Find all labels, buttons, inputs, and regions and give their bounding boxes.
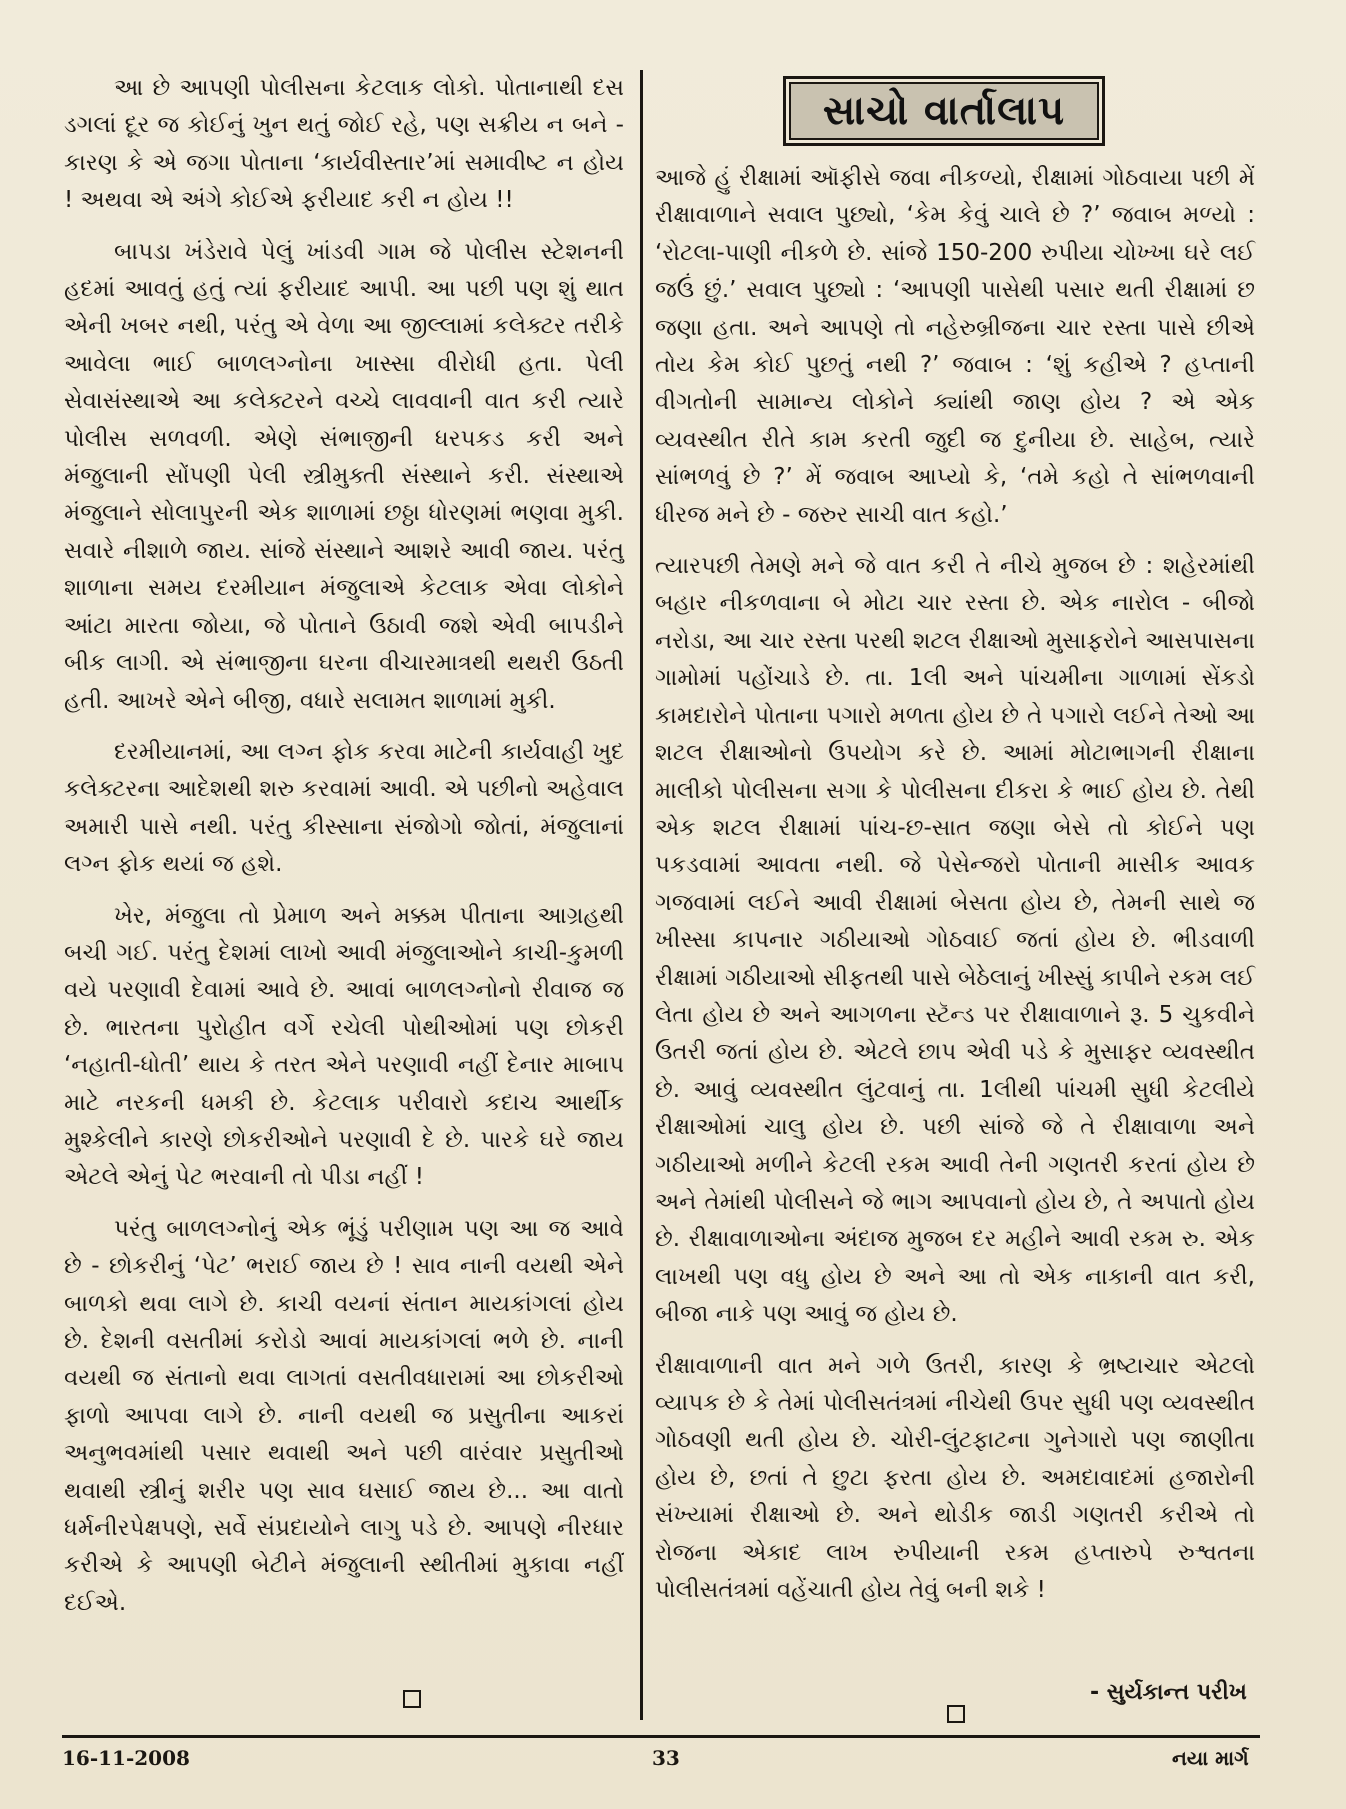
footer-date: 16-11-2008 [62,1746,190,1770]
left-column [64,70,624,1636]
article-title: સાચો વાર્તાલાપ [822,88,1066,134]
publication-name: નયા માર્ગ [1172,1746,1249,1770]
right-paragraph-2: ત્યારપછી તેમણે મને જે વાત કરી તે નીચે મુજબ છે : શહેરમાંથી બહાર નીકળવાના બે મોટા ચાર રસ્તા છે. એક નારોલ - બીજો નરોડા, આ ચાર રસ્તા પરથી શટલ રીક્ષાઓ મુસાફરોને આસપાસના ગામોમાં પહોંચાડે છે. તા. 1લી અને પાંચમીના ગાળામાં સેંકડો કામદારોને પોતાના પગારો મળતા હોય છે તે પગારો લઈને તેઓ આ શટલ રીક્ષાઓનો ઉપયોગ કરે છે. આમાં મોટાભાગની રીક્ષાના માલીકો પોલીસના સગા કે પોલીસના દીકરા કે ભાઈ હોય છે. તેથી એક શટલ રીક્ષામાં પાંચ-છ-સાત જણા બેસે તો કોઈને પણ પકડવામાં આવતા નથી. જે પેસેન્જરો પોતાની માસીક આવક ગજવામાં લઈને આવી રીક્ષામાં બેસતા હોય છે, તેમની સાથે જ ખીસ્સા કાપનાર ગઠીયાઓ ગોઠવાઈ જતાં હોય છે. ભીડવાળી રીક્ષામાં ગઠીયાઓ સીફતથી પાસે બેઠેલાનું ખીસ્સું કાપીને રકમ લઈ લેતા હોય છે અને આગળના સ્ટૅન્ડ પર રીક્ષાવાળાને રૂ. 5 ચુકવીને ઉતરી જતાં હોય છે. એટલે છાપ એવી પડે કે મુસાફર વ્યવસ્થીત છે. આવું વ્યવસ્થીત લુંટવાનું તા. 1લીથી પાંચમી સુધી કેટલીયે રીક્ષાઓમાં ચાલુ હોય છે. પછી સાંજે જે તે રીક્ષાવાળા અને ગઠીયાઓ મળીને કેટલી રકમ આવી તેની ગણતરી કરતાં હોય છે અને તેમાંથી પોલીસને જે ભાગ આપવાનો હોય છે, તે અપાતો હોય છે. રીક્ષાવાળાઓના અંદાજ મુજબ દર મહીને આવી રકમ રુ. એક લાખથી પણ વધુ હોય છે અને આ તો એક નાકાની વાત કરી, બીજા નાકે પણ આવું જ હોય છે. [655,553,1255,1328]
author-byline: - સુર્યકાન્ત પરીખ [1090,1680,1247,1705]
left-paragraph-2: બાપડા ખંડેરાવે પેલું ખાંડવી ગામ જે પોલીસ સ્ટેશનની હદમાં આવતું હતું ત્યાં ફરીયાદ આપી. આ પછી પણ શું થાત એની ખબર નથી, પરંતુ એ વેળા આ જીલ્લામાં કલેક્ટર તરીકે આવેલા ભાઈ બાળલગ્નોના ખાસ્સા વીરોધી હતા. પેલી સેવાસંસ્થાએ આ કલેક્ટરને વચ્ચે લાવવાની વાત કરી ત્યારે પોલીસ સળવળી. એણે સંભાજીની ધરપકડ કરી અને મંજુલાની સોંપણી પેલી સ્ત્રીમુક્તી સંસ્થાને કરી. સંસ્થાએ મંજુલાને સોલાપુરની એક શાળામાં છઠ્ઠા ધોરણમાં ભણવા મુકી. સવારે નીશાળે જાય. સાંજે સંસ્થાને આશરે આવી જાય. પરંતુ શાળાના સમય દરમીયાન મંજુલાએ કેટલાક એવા લોકોને આંટા મારતા જોયા, જે પોતાને ઉઠાવી જશે એવી બાપડીને બીક લાગી. એ સંભાજીના ઘરના વીચારમાત્રથી થથરી ઉઠતી હતી. આખરે એને બીજી, વધારે સલામત શાળામાં મુકી. [64,238,624,714]
footer-rule [62,1735,1260,1738]
right-paragraph-1: આજે હું રીક્ષામાં ઑફીસે જવા નીકળ્યો, રીક્ષામાં ગોઠવાયા પછી મેં રીક્ષાવાળાને સવાલ પુછ્યો, ‘કેમ કેવું ચાલે છે ?’ જવાબ મળ્યો : ‘રોટલા-પાણી નીકળે છે. સાંજે 150-200 રુપીયા ચોખ્ખા ઘરે લઈ જઉં છું.’ સવાલ પુછ્યો : ‘આપણી પાસેથી પસાર થતી રીક્ષામાં છ જણા હતા. અને આપણે તો નહેરુબ્રીજના ચાર રસ્તા પાસે છીએ તોય કેમ કોઈ પુછતું નથી ?’ જવાબ : ‘શું કહીએ ? હપ્તાની વીગતોની સામાન્ય લોકોને ક્યાંથી જાણ હોય ? એ એક વ્યવસ્થીત રીતે કામ કરતી જુદી જ દુનીયા છે. સાહેબ, ત્યારે સાંભળવું છે ?’ મેં જવાબ આપ્યો કે, ‘તમે કહો તે સાંભળવાની ધીરજ મને છે - જરુર સાચી વાત કહો.’ [655,165,1255,528]
left-paragraph-5: પરંતુ બાળલગ્નોનું એક ભૂંડું પરીણામ પણ આ જ આવે છે - છોકરીનું ‘પેટ’ ભરાઈ જાય છે ! સાવ નાની વયથી એને બાળકો થવા લાગે છે. કાચી વયનાં સંતાન માયકાંગલાં હોય છે. દેશની વસતીમાં કરોડો આવાં માયકાંગલાં ભળે છે. નાની વયથી જ સંતાનો થવા લાગતાં વસતીવધારામાં આ છોકરીઓ ફાળો આપવા લાગે છે. નાની વયથી જ પ્રસુતીના આકરાં અનુભવમાંથી પસાર થવાથી અને પછી વારંવાર પ્રસુતીઓ થવાથી સ્ત્રીનું શરીર પણ સાવ ઘસાઈ જાય છે... આ વાતો ધર્મનીરપેક્ષપણે, સર્વે સંપ્રદાયોને લાગુ પડે છે. આપણે નીરધાર કરીએ કે આપણી બેટીને મંજુલાની સ્થીતીમાં મુકાવા નહીં દઈએ. [64,1215,624,1616]
left-paragraph-1: આ છે આપણી પોલીસના કેટલાક લોકો. પોતાનાથી દસ ડગલાં દૂર જ કોઈનું ખુન થતું જોઈ રહે, પણ સક્રીય ન બને - કારણ કે એ જગા પોતાના ‘કાર્યવીસ્તાર’માં સમાવીષ્ટ ન હોય ! અથવા એ અંગે કોઈએ ફરીયાદ કરી ન હોય !! [64,75,624,214]
left-paragraph-3: દરમીયાનમાં, આ લગ્ન ફોક કરવા માટેની કાર્યવાહી ખુદ કલેક્ટરના આદેશથી શરુ કરવામાં આવી. એ પછીનો અહેવાલ અમારી પાસે નથી. પરંતુ કીસ્સાના સંજોગો જોતાં, મંજુલાનાં લગ્ન ફોક થયાં જ હશે. [64,738,624,878]
column-divider [640,70,643,1720]
right-column [655,160,1255,1623]
right-paragraph-3: રીક્ષાવાળાની વાત મને ગળે ઉતરી, કારણ કે ભ્રષ્ટાચાર એટલો વ્યાપક છે કે તેમાં પોલીસતંત્રમાં નીચેથી ઉપર સુધી પણ વ્યવસ્થીત ગોઠવણી થતી હોય છે. ચોરી-લુંટફાટના ગુનેગારો પણ જાણીતા હોય છે, છતાં તે છુટા ફરતા હોય છે. અમદાવાદમાં હજારોની સંખ્યામાં રીક્ષાઓ છે. અને થોડીક જાડી ગણતરી કરીએ તો રોજના એકાદ લાખ રુપીયાની રકમ હપ્તારુપે રુશ્વતના પોલીસતંત્રમાં વહેંચાતી હોય તેવું બની શકે ! [655,1352,1255,1604]
end-of-article-box-icon [947,1705,965,1723]
page-number: 33 [652,1746,680,1770]
article-title-box [783,76,1105,146]
left-paragraph-4: ખેર, મંજુલા તો પ્રેમાળ અને મક્કમ પીતાના આગ્રહથી બચી ગઈ. પરંતુ દેશમાં લાખો આવી મંજુલાઓને કાચી-કુમળી વયે પરણાવી દેવામાં આવે છે. આવાં બાળલગ્નોનો રીવાજ જ છે. ભારતના પુરોહીત વર્ગે રચેલી પોથીઓમાં પણ છોકરી ‘નહાતી-ધોતી’ થાય કે તરત એને પરણાવી નહીં દેનાર માબાપ માટે નરકની ધમકી છે. કેટલાક પરીવારો કદાચ આર્થીક મુશ્કેલીને કારણે છોકરીઓને પરણાવી દે છે. પારકે ઘરે જાય એટલે એનું પેટ ભરવાની તો પીડા નહીં ! [64,902,624,1191]
end-of-article-box-icon [403,1690,421,1708]
